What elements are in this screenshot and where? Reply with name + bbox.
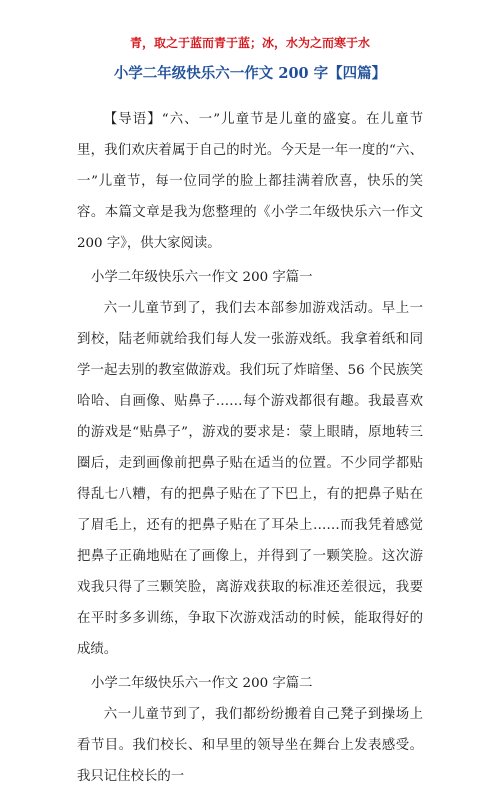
article-body [77,104,423,792]
page-title: 小学二年级快乐六一作文 200 字【四篇】 [113,65,387,82]
section-heading-1: 小学二年级快乐六一作文 200 字篇一 [91,270,313,285]
intro-paragraph: 【导语】“六、一”儿童节是儿童的盛宴。在儿童节里，我们欢庆着属于自己的时光。今天是一年一度的“六、一”儿童节，每一位同学的脸上都挂满着欣喜，快乐的笑容。本篇文章是我为您整理的《小学二年级快乐六一作文 200 字》，供大家阅读。 [77,112,423,251]
section-heading-2: 小学二年级快乐六一作文 200 字篇二 [91,676,313,691]
section-paragraph-2: 六一儿童节到了，我们都纷纷搬着自己凳子到操场上看节目。我们校长、和早里的领导坐在舞台上发表感受。我只记住校长的一 [77,707,423,784]
section-paragraph-1: 六一儿童节到了，我们去本部参加游戏活动。早上一到校，陆老师就给我们每人发一张游戏纸。我拿着纸和同学一起去别的教室做游戏。我们玩了炸暗堡、56 个民族笑哈哈、自画像、贴鼻子……每个游戏都很有趣。我最喜欢的游戏是“贴鼻子”，游戏的要求是：蒙上眼睛，原地转三圈后，走到画像前把鼻子贴在适当的位置。不少同学都贴得乱七八糟，有的把鼻子贴在了下巴上，有的把鼻子贴在了眉毛上，还有的把鼻子贴在了耳朵上……而我凭着感觉把鼻子正确地贴在了画像上，并得到了一颗笑脸。这次游戏我只得了三颗笑脸，离游戏获取的标准还差很远，我要在平时多多训练，争取下次游戏活动的时候，能取得好的成绩。 [77,301,423,657]
page-motto: 青，取之于蓝而青于蓝；冰，水为之而寒于水 [129,36,370,50]
